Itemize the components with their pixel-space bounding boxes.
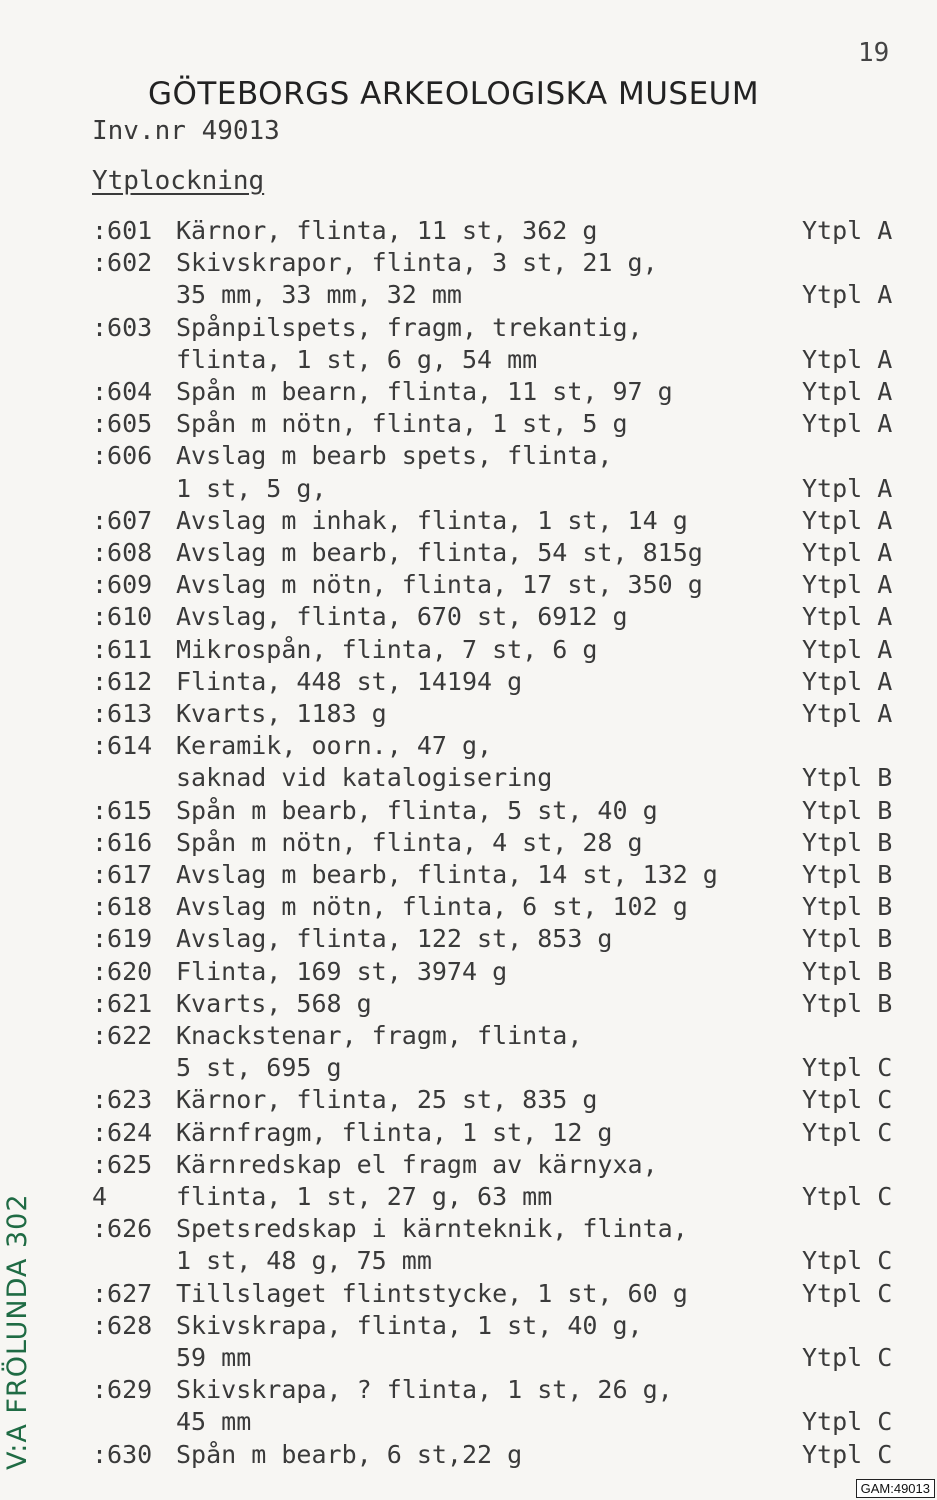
entry-location: Ytpl C	[802, 1439, 893, 1469]
entry-location: Ytpl B	[802, 860, 893, 889]
entry-text: Skivskrapor, flinta, 3 st, 21 g,	[176, 248, 658, 278]
entry-text: Spån m nötn, flinta, 1 st, 5 g	[176, 409, 628, 439]
entry-text: Kvarts, 568 g	[176, 988, 372, 1018]
entry-text: Spånpilspets, fragm, trekantig,	[176, 312, 643, 342]
entry-text: Skivskrapa, flinta, 1 st, 40 g,	[176, 1310, 643, 1340]
entry-location: Ytpl B	[802, 795, 893, 825]
entry-text: Kärnfragm, flinta, 1 st, 12 g	[176, 1117, 613, 1147]
entry-number: :612	[92, 666, 153, 696]
entry-number: :630	[92, 1439, 153, 1469]
entry-location: Ytpl C	[802, 1278, 893, 1308]
archive-stamp: GAM:49013	[856, 1479, 935, 1498]
entry-text: flinta, 1 st, 6 g, 54 mm	[176, 344, 538, 374]
entry-location: Ytpl B	[802, 827, 893, 857]
entry-location: Ytpl B	[802, 892, 893, 922]
entry-location: Ytpl A	[802, 538, 893, 567]
entry-text: Avslag m nötn, flinta, 6 st, 102 g	[176, 892, 688, 922]
entry-location: Ytpl A	[802, 634, 893, 664]
entry-location: Ytpl A	[802, 409, 893, 439]
entry-text: Flinta, 448 st, 14194 g	[176, 666, 523, 696]
entry-number: :617	[92, 860, 153, 889]
entry-number: :609	[92, 570, 153, 600]
entry-number: :610	[92, 602, 153, 632]
entry-number: :611	[92, 634, 153, 664]
entry-number: :628	[92, 1310, 153, 1340]
entry-text: Kärnredskap el fragm av kärnyxa,	[176, 1149, 658, 1179]
entry-location: Ytpl A	[802, 344, 893, 374]
entry-number: :605	[92, 409, 153, 439]
entry-location: Ytpl B	[802, 763, 893, 793]
entry-text: 35 mm, 33 mm, 32 mm	[176, 280, 462, 310]
entry-number: :608	[92, 538, 153, 567]
entry-number: :602	[92, 248, 153, 278]
entry-number: :614	[92, 731, 153, 761]
entry-text: Knackstenar, fragm, flinta,	[176, 1021, 583, 1050]
entry-location: Ytpl A	[802, 216, 893, 245]
entry-location: Ytpl C	[802, 1117, 893, 1147]
entry-number: :620	[92, 956, 153, 986]
entry-number: :625	[92, 1149, 153, 1179]
entry-text: Keramik, oorn., 47 g,	[176, 731, 493, 761]
entry-location: Ytpl A	[802, 473, 893, 503]
entry-text: Avslag, flinta, 122 st, 853 g	[176, 924, 613, 954]
entry-text: Spetsredskap i kärnteknik, flinta,	[176, 1214, 688, 1244]
entry-number: 4	[92, 1182, 108, 1211]
inventory-number: Inv.nr 49013	[92, 116, 280, 146]
entry-text: Kvarts, 1183 g	[176, 699, 387, 728]
entry-location: Ytpl A	[802, 280, 893, 310]
entry-number: :603	[92, 312, 153, 342]
entry-location: Ytpl A	[802, 666, 893, 696]
entry-number: :616	[92, 827, 153, 857]
entry-text: Skivskrapa, ? flinta, 1 st, 26 g,	[176, 1375, 673, 1405]
entry-number: :627	[92, 1278, 153, 1308]
entry-text: 45 mm	[176, 1407, 252, 1437]
page-number: 19	[858, 38, 890, 68]
entry-location: Ytpl B	[802, 924, 893, 954]
entry-location: Ytpl B	[802, 988, 893, 1018]
entry-number: :623	[92, 1085, 153, 1115]
entry-number: :622	[92, 1021, 153, 1050]
entry-number: :619	[92, 924, 153, 954]
entry-text: Avslag m bearb spets, flinta,	[176, 441, 613, 471]
entry-text: Kärnor, flinta, 25 st, 835 g	[176, 1085, 598, 1115]
entry-text: Mikrospån, flinta, 7 st, 6 g	[176, 634, 598, 664]
entry-text: 1 st, 48 g, 75 mm	[176, 1246, 432, 1276]
entry-location: Ytpl C	[802, 1053, 893, 1083]
entry-number: :621	[92, 988, 153, 1018]
entry-location: Ytpl A	[802, 602, 893, 632]
entry-text: 59 mm	[176, 1343, 252, 1372]
entry-text: Avslag, flinta, 670 st, 6912 g	[176, 602, 628, 632]
entry-number: :604	[92, 377, 153, 406]
entry-location: Ytpl B	[802, 956, 893, 986]
entry-text: Avslag m inhak, flinta, 1 st, 14 g	[176, 505, 688, 535]
entry-text: Spån m bearn, flinta, 11 st, 97 g	[176, 377, 673, 406]
entry-number: :615	[92, 795, 153, 825]
entry-number: :624	[92, 1117, 153, 1147]
section-heading: Ytplockning	[92, 166, 265, 196]
entry-text: Tillslaget flintstycke, 1 st, 60 g	[176, 1278, 688, 1308]
side-label: V:A FRÖLUNDA 302	[2, 1193, 33, 1470]
entry-number: :626	[92, 1214, 153, 1244]
entry-number: :606	[92, 441, 153, 471]
entry-number: :618	[92, 892, 153, 922]
entry-number: :613	[92, 699, 153, 728]
entry-location: Ytpl C	[802, 1182, 893, 1211]
entry-text: Avslag m bearb, flinta, 54 st, 815g	[176, 538, 703, 567]
entry-text: Kärnor, flinta, 11 st, 362 g	[176, 216, 598, 245]
entry-number: :629	[92, 1375, 153, 1405]
entry-text: 5 st, 695 g	[176, 1053, 342, 1083]
entry-text: Avslag m nötn, flinta, 17 st, 350 g	[176, 570, 703, 600]
entry-location: Ytpl A	[802, 505, 893, 535]
entry-text: Spån m bearb, 6 st,22 g	[176, 1439, 523, 1469]
entry-location: Ytpl C	[802, 1246, 893, 1276]
entry-location: Ytpl A	[802, 570, 893, 600]
entry-number: :601	[92, 216, 153, 245]
entry-number: :607	[92, 505, 153, 535]
entry-location: Ytpl C	[802, 1343, 893, 1372]
entry-text: saknad vid katalogisering	[176, 763, 553, 793]
entry-text: Spån m nötn, flinta, 4 st, 28 g	[176, 827, 643, 857]
museum-header: GÖTEBORGS ARKEOLOGISKA MUSEUM	[148, 76, 760, 112]
entry-text: Avslag m bearb, flinta, 14 st, 132 g	[176, 860, 718, 889]
entry-location: Ytpl A	[802, 699, 893, 728]
entry-text: Flinta, 169 st, 3974 g	[176, 956, 508, 986]
entry-text: Spån m bearb, flinta, 5 st, 40 g	[176, 795, 658, 825]
entry-text: 1 st, 5 g,	[176, 473, 327, 503]
entry-location: Ytpl C	[802, 1407, 893, 1437]
entry-text: flinta, 1 st, 27 g, 63 mm	[176, 1182, 553, 1211]
entry-location: Ytpl C	[802, 1085, 893, 1115]
entry-location: Ytpl A	[802, 377, 893, 406]
